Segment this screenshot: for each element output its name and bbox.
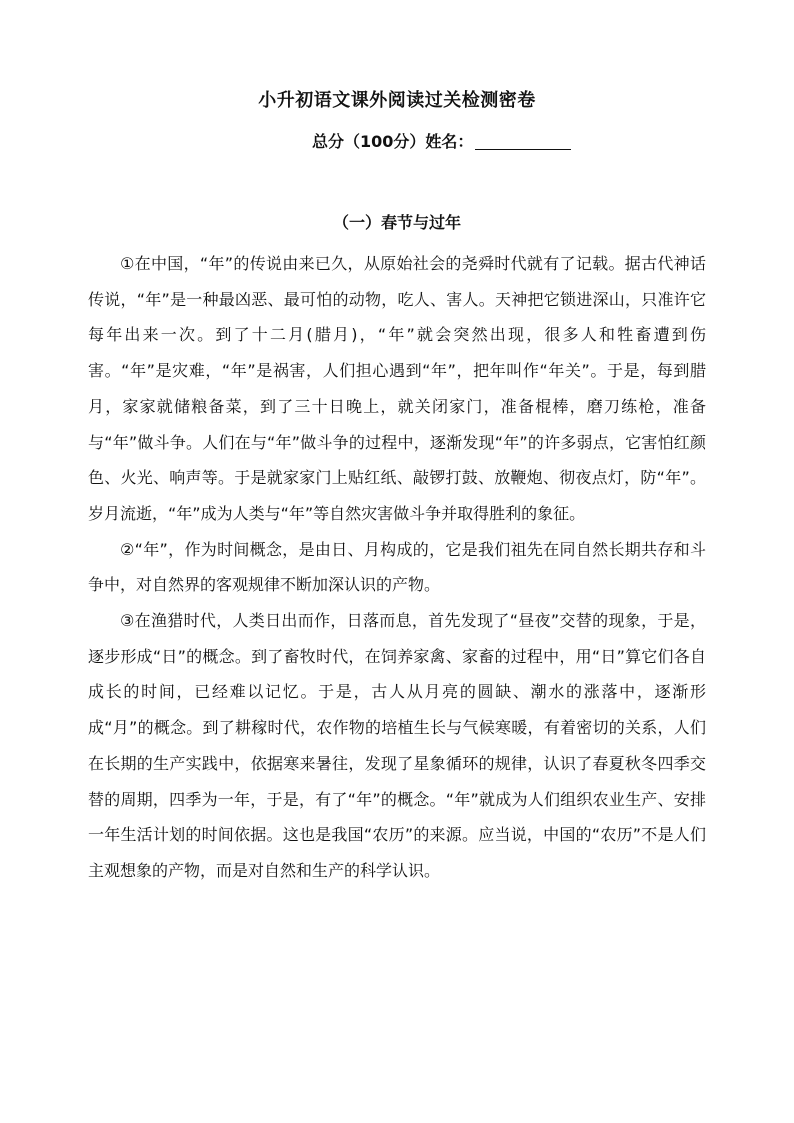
name-blank-line[interactable]: [475, 133, 571, 150]
score-label: 总分（100分）姓名：: [312, 132, 474, 151]
section-title: （一）春节与过年: [332, 213, 461, 232]
paragraph-1: ①在中国，“年”的传说由来已久，从原始社会的尧舜时代就有了记载。据古代神话传说，“年”是一种最凶恶、最可怕的动物，吃人、害人。天神把它锁进深山，只准许它每年出来一次。到了十二月(腊月)，“年”就会突然出现，很多人和牲畜遭到伤害。“年”是灾难，“年”是祸害，人们担心遇到“年”，把年叫作“年关”。于是，每到腊月，家家就储粮备菜，到了三十日晚上，就关闭家门，准备棍棒，磨刀练枪，准备与“年”做斗争。人们在与“年”做斗争的过程中，逐渐发现“年”的许多弱点，它害怕红颜色、火光、响声等。于是就家家门上贴红纸、敲锣打鼓、放鞭炮、彻夜点灯，防“年”。岁月流逝，“年”成为人类与“年”等自然灾害做斗争并取得胜利的象征。: [88, 254, 706, 523]
article-body: [88, 246, 706, 889]
score-name-line: [312, 129, 571, 152]
paragraph-3: ③在渔猎时代，人类日出而作，日落而息，首先发现了“昼夜”交替的现象，于是，逐步形成“日”的概念。到了畜牧时代，在饲养家禽、家畜的过程中，用“日”算它们各自成长的时间，已经难以记忆。于是，古人从月亮的圆缺、潮水的涨落中，逐渐形成“月”的概念。到了耕稼时代，农作物的培植生长与气候寒暖，有着密切的关系，人们在长期的生产实践中，依据寒来暑往，发现了星象循环的规律，认识了春夏秋冬四季交替的周期，四季为一年，于是，有了“年”的概念。“年”就成为人们组织农业生产、安排一年生活计划的时间依据。这也是我国“农历”的来源。应当说，中国的“农历”不是人们主观想象的产物，而是对自然和生产的科学认识。: [88, 611, 706, 880]
document-title: 小升初语文课外阅读过关检测密卷: [258, 90, 536, 111]
paragraph-2: ②“年”，作为时间概念，是由日、月构成的，它是我们祖先在同自然长期共存和斗争中，对自然界的客观规律不断加深认识的产物。: [88, 539, 706, 595]
